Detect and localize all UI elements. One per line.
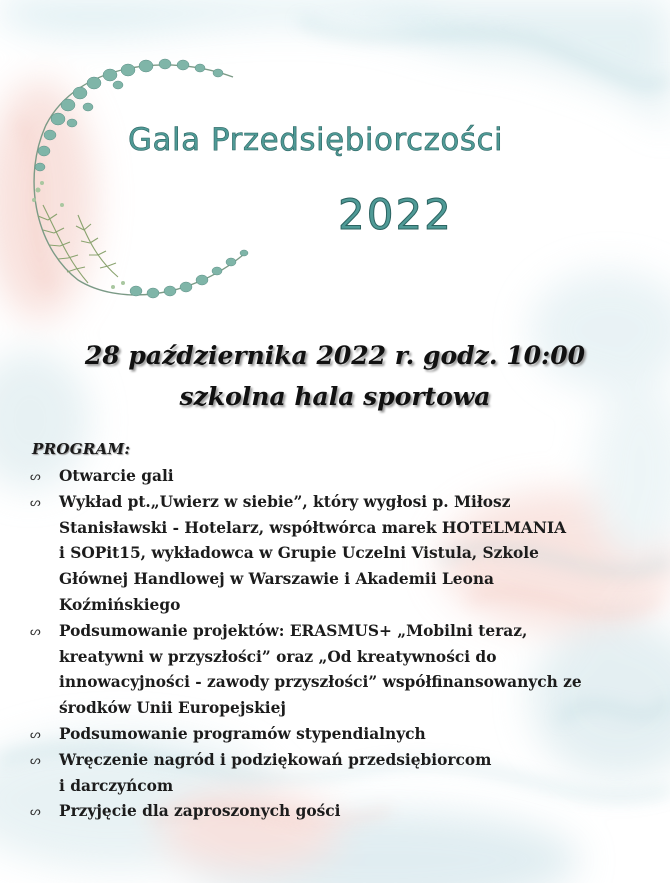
program-item-line: Stanisławski - Hotelarz, współtwórca marek HOTELMANIA: [59, 518, 567, 537]
event-location: szkolna hala sportowa: [179, 382, 491, 411]
program-item-line: Przyjęcie dla zaproszonych gości: [59, 802, 341, 821]
curl-bullet-icon: ᔕ: [30, 804, 41, 819]
program-item-line: Podsumowanie projektów: ERASMUS+ „Mobilni teraz,: [59, 621, 528, 640]
event-date: 28 października 2022 r. godz. 10:00: [84, 341, 586, 370]
curl-bullet-icon: ᔕ: [30, 752, 41, 767]
program-heading: PROGRAM:: [32, 440, 131, 458]
program-item-line: kreatywni w przyszłości” oraz „Od kreatywności do: [59, 647, 497, 666]
program-item-line: Wykład pt.„Uwierz w siebie”, który wygłosi p. Miłosz: [59, 492, 511, 511]
event-title: Gala Przedsiębiorczości: [128, 122, 504, 158]
curl-bullet-icon: ᔕ: [30, 623, 41, 638]
program-item: [30, 722, 650, 748]
curl-bullet-icon: ᔕ: [30, 469, 41, 483]
program-item-line: Wręczenie nagród i podziękowań przedsiębiorcom: [59, 750, 492, 769]
program-item-line: i darczyńcom: [59, 776, 174, 795]
event-year: 2022: [338, 190, 453, 239]
program-item: [30, 464, 650, 490]
program-item-line: Otwarcie gali: [59, 467, 174, 485]
curl-bullet-icon: ᔕ: [30, 726, 41, 741]
program-item: [30, 799, 650, 825]
program-item: [30, 490, 650, 619]
program-item-line: i SOPit15, wykładowca w Grupie Uczelni Vistula, Szkole: [59, 544, 539, 563]
program-list: [30, 464, 650, 825]
program-item: [30, 619, 650, 722]
curl-bullet-icon: ᔕ: [30, 494, 41, 509]
program-item-line: Głównej Handlowej w Warszawie i Akademii Leona: [59, 570, 495, 589]
leaf-wreath-icon: [18, 55, 258, 310]
program-item-line: innowacyjności - zawody przyszłości” współfinansowanych ze: [59, 673, 582, 692]
program-item-line: Podsumowanie programów stypendialnych: [59, 724, 426, 743]
program-item-line: Koźmińskiego: [59, 595, 181, 614]
program-item-line: środków Unii Europejskiej: [59, 699, 286, 718]
program-item: [30, 748, 650, 800]
